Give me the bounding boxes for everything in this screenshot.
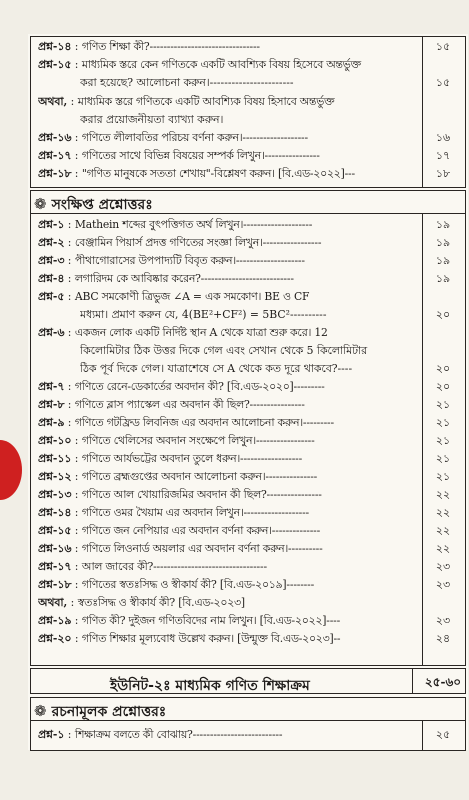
page-number: ২৩ [435, 560, 451, 573]
question-text: গণিত কী? দুইজন গণিতবিদের নাম লিখুন। [বি.এড-২০২২]---- [81, 614, 341, 627]
question-text: লগারিদম কে আবিষ্কার করেন?--------------------------- [74, 272, 294, 285]
question-number: প্রশ্ন-১৫ [38, 524, 72, 537]
red-thumb-mark [0, 440, 22, 500]
page-number: ২৩ [435, 578, 451, 591]
page-number: ২০ [435, 308, 451, 321]
question-number: প্রশ্ন-১১ [38, 452, 72, 465]
toc-entry[interactable] [38, 542, 410, 556]
section-heading-long: ❁ রচনামূলক প্রশ্নোত্তরঃ [34, 702, 167, 720]
page-number: ১৬ [435, 131, 451, 144]
separator: : [67, 94, 78, 108]
page-number: ২২ [435, 542, 451, 555]
question-text: আল জাবের কী?--------------------------------- [81, 560, 267, 573]
toc-entry[interactable] [38, 578, 410, 592]
separator: : [71, 131, 82, 144]
question-number: প্রশ্ন-১৪ [38, 40, 72, 53]
toc-entry[interactable] [38, 236, 410, 250]
question-text: গণিতে ব্রহ্মগুপ্তের অবদান আলোচনা করুন।--------------- [81, 470, 318, 483]
toc-entry[interactable] [38, 452, 410, 466]
question-text: গণিতের স্বতঃসিদ্ধ ও স্বীকার্য কী? [বি.এড-২০১৯]-------- [81, 578, 315, 591]
toc-entry-continued: করার প্রয়োজনীয়তা ব্যাখ্যা করুন। [80, 112, 224, 126]
question-number: প্রশ্ন-১৪ [38, 506, 72, 519]
separator: : [71, 542, 82, 555]
page-number: ১৮ [435, 167, 451, 181]
toc-entry[interactable] [38, 488, 410, 502]
question-number: প্রশ্ন-১ [38, 218, 65, 231]
question-number: প্রশ্ন-১৭ [38, 149, 72, 163]
page-number: ২১ [435, 434, 451, 447]
page-number: ২২ [435, 488, 451, 501]
question-number: অথবা, [38, 94, 68, 108]
separator: : [64, 728, 75, 741]
question-text: গণিতে গটফ্রিড লিবনিজ এর অবদান আলোচনা করুন।--------- [74, 416, 334, 429]
separator: : [71, 578, 82, 591]
separator: : [71, 167, 82, 181]
toc-entry[interactable] [38, 95, 410, 109]
question-text: Mathein শব্দের বুৎপত্তিগত অর্থ লিখুন।-------------------- [74, 218, 313, 231]
separator: : [67, 596, 78, 609]
question-number: প্রশ্ন-৬ [38, 326, 65, 339]
toc-entry-continued: করা হয়েছে? আলোচনা করুন।----------------------- [80, 76, 294, 90]
question-text: "গণিত মানুষকে সততা শেখায়"-বিশ্লেষণ করুন। [বি.এড-২০২২]--- [81, 167, 355, 181]
page-number: ১৭ [435, 149, 451, 163]
page-number: ১৫ [435, 76, 451, 90]
toc-entry[interactable] [38, 167, 410, 181]
toc-entry[interactable] [38, 506, 410, 520]
page-number: ১৯ [435, 218, 451, 231]
question-number: প্রশ্ন-১৬ [38, 542, 72, 555]
question-text: গণিতে রেনে-ডেকার্তের অবদান কী? [বি.এড-২০২০]--------- [74, 380, 325, 393]
separator: : [64, 416, 75, 429]
separator: : [71, 470, 82, 483]
question-text: গণিতে লীলাবতির পরিচয় বর্ণনা করুন।------------------- [81, 131, 308, 144]
flower-icon: ❁ [34, 702, 47, 720]
question-text: স্বতঃসিদ্ধ ও স্বীকার্য কী? [বি.এড-২০২৩] [77, 596, 245, 609]
separator: : [71, 614, 82, 627]
question-number: প্রশ্ন-৮ [38, 398, 65, 411]
question-number: প্রশ্ন-২ [38, 236, 65, 249]
page-number: ২৪ [435, 632, 451, 645]
separator: : [64, 290, 75, 303]
toc-entry[interactable] [38, 149, 410, 163]
question-text: গণিতে আল খোয়ারিজমির অবদান কী ছিল?---------------- [81, 488, 322, 501]
question-text: গণিত শিক্ষার মূল্যবোধ উল্লেখ করুন। [উন্মুক্ত বি.এড-২০২৩]-- [81, 632, 341, 645]
question-text: শিক্ষাক্রম বলতে কী বোঝায়?-------------------------- [74, 728, 283, 741]
unit-page-range: ২৫-৬০ [424, 675, 462, 689]
separator: : [64, 272, 75, 285]
separator: : [71, 488, 82, 501]
separator: : [71, 632, 82, 645]
question-number: প্রশ্ন-৪ [38, 272, 65, 285]
page-number: ২০ [435, 362, 451, 375]
separator: : [64, 236, 75, 249]
toc-entry[interactable] [38, 272, 410, 286]
question-number: অথবা, [38, 596, 68, 609]
toc-entry[interactable] [38, 632, 410, 646]
toc-entry[interactable] [38, 254, 410, 268]
toc-entry[interactable] [38, 596, 410, 610]
question-number: প্রশ্ন-১ [38, 728, 65, 741]
separator: : [64, 380, 75, 393]
question-number: প্রশ্ন-২০ [38, 632, 72, 645]
toc-entry[interactable] [38, 434, 410, 448]
question-text: গণিতে জন নেপিয়ার এর অবদান বর্ণনা করুন।-------------- [81, 524, 321, 537]
unit-title[interactable]: ইউনিট-২ঃ মাধ্যমিক গণিত শিক্ষাক্রম [110, 678, 310, 694]
question-number: প্রশ্ন-১৮ [38, 578, 72, 591]
question-number: প্রশ্ন-৩ [38, 254, 65, 267]
separator: : [71, 149, 82, 163]
page-number: ২৫ [435, 728, 451, 741]
question-number: প্রশ্ন-১০ [38, 434, 72, 447]
separator: : [71, 58, 82, 72]
question-number: প্রশ্ন-১২ [38, 470, 72, 483]
question-number: প্রশ্ন-১৮ [38, 167, 72, 181]
toc-entry[interactable] [38, 524, 410, 538]
toc-entry[interactable] [38, 560, 410, 574]
question-text: একজন লোক একটি নির্দিষ্ট স্থান A থেকে যাত্রা শুরু করে। 12 [74, 326, 328, 339]
toc-entry[interactable] [38, 728, 410, 742]
question-text: মাধ্যমিক স্তরে কেন গণিতকে একটি আবশ্যিক বিষয় হিসেবে অন্তর্ভুক্ত [81, 58, 361, 72]
page-number: ১৫ [435, 40, 451, 53]
flower-icon: ❁ [34, 195, 47, 213]
toc-entry[interactable] [38, 326, 410, 340]
page-number: ২০ [435, 380, 451, 393]
page-number: ২১ [435, 398, 451, 411]
separator: : [64, 218, 75, 231]
question-text: গণিতে ওমর খৈয়াম এর অবদান লিখুন।------------------- [81, 506, 309, 519]
page-number: ২২ [435, 524, 451, 537]
question-number: প্রশ্ন-৭ [38, 380, 65, 393]
toc-entry[interactable] [38, 614, 410, 628]
question-number: প্রশ্ন-১৩ [38, 488, 72, 501]
separator: : [71, 524, 82, 537]
page-number: ২৩ [435, 614, 451, 627]
separator: : [64, 398, 75, 411]
toc-entry-continued: কিলোমিটার ঠিক উত্তর দিকে গেল এবং সেখান থেকে 5 কিলোমিটার [80, 344, 368, 357]
separator: : [64, 326, 75, 339]
question-text: বেঞ্জামিন পিয়ার্স প্রদত্ত গণিতের সংজ্ঞা লিখুন।----------------- [74, 236, 322, 249]
toc-entry[interactable] [38, 40, 410, 54]
question-text: গণিতে থেলিসের অবদান সংক্ষেপে লিখুন।----------------- [81, 434, 315, 447]
separator: : [71, 434, 82, 447]
separator: : [71, 40, 82, 53]
toc-entry-continued: ঠিক পূর্ব দিকে গেল। যাত্রাশেষে সে A থেকে কত দূরে থাকবে?---- [80, 362, 353, 375]
page-number: ১৯ [435, 272, 451, 285]
question-number: প্রশ্ন-১৫ [38, 58, 72, 72]
question-text: গণিতে লিওনার্ড অয়লার এর অবদান বর্ণনা করুন।---------- [81, 542, 323, 555]
question-number: প্রশ্ন-১৬ [38, 131, 72, 144]
question-text: পীথাগোরাসের উপপাদ্যটি বিবৃত করুন।-------------------- [74, 254, 305, 267]
separator: : [64, 254, 75, 267]
separator: : [71, 506, 82, 519]
section-heading-short: ❁ সংক্ষিপ্ত প্রশ্নোত্তরঃ [34, 195, 153, 213]
page-number: ২১ [435, 416, 451, 429]
question-text: গণিতে ব্লাস প্যাস্কেল এর অবদান কী ছিল?---------------- [74, 398, 305, 411]
question-text: ABC সমকোণী ত্রিভুজ ∠A = এক সমকোণ। BE ও CF [74, 290, 310, 303]
toc-entry[interactable] [38, 58, 410, 72]
question-text: গণিতের সাথে বিভিন্ন বিষয়ের সম্পর্ক লিখুন।---------------- [81, 149, 320, 163]
page-number: ১৯ [435, 236, 451, 249]
question-text: গণিতে আর্যভট্টের অবদান তুলে ধরুন।------------------ [81, 452, 303, 465]
toc-entry[interactable] [38, 416, 410, 430]
toc-entry[interactable] [38, 398, 410, 412]
toc-entry[interactable] [38, 218, 410, 232]
page-number: ১৯ [435, 254, 451, 267]
toc-entry[interactable] [38, 470, 410, 484]
page-number: ২১ [435, 452, 451, 465]
separator: : [71, 452, 82, 465]
question-number: প্রশ্ন-৯ [38, 416, 65, 429]
question-number: প্রশ্ন-১৯ [38, 614, 72, 627]
toc-entry-continued: মধ্যমা। প্রমাণ করুন যে, 4(BE²+CF²) = 5BC²---------- [80, 308, 327, 321]
question-text: গণিত শিক্ষা কী?-------------------------------- [81, 40, 260, 53]
question-number: প্রশ্ন-৫ [38, 290, 65, 303]
question-text: মাধ্যমিক স্তরে গণিতকে একটি আবশ্যিক বিষয় হিসাবে অন্তর্ভুক্ত [77, 94, 335, 108]
page-number: ২২ [435, 506, 451, 519]
toc-entry[interactable] [38, 131, 410, 145]
question-number: প্রশ্ন-১৭ [38, 560, 72, 573]
toc-entry[interactable] [38, 380, 410, 394]
toc-entry[interactable] [38, 290, 410, 304]
separator: : [71, 560, 82, 573]
page-number: ২১ [435, 470, 451, 483]
